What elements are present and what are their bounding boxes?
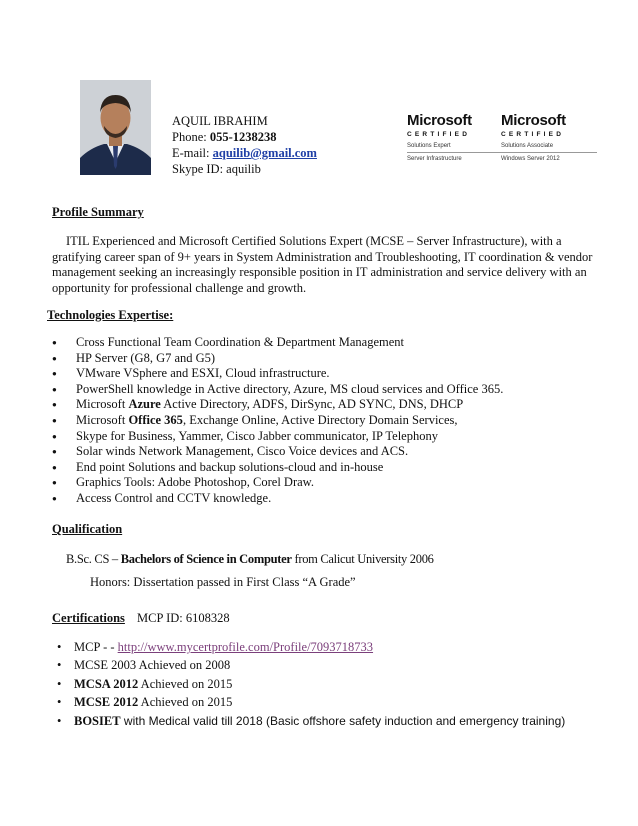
mcp-id: MCP ID: 6108328	[137, 611, 230, 625]
list-item: ● Solar winds Network Management, Cisco Voice devices and ACS.	[52, 444, 503, 460]
cert-track: Windows Server 2012	[501, 156, 560, 162]
list-item: ● Cross Functional Team Coordination & Department Management	[52, 335, 503, 351]
contact-block	[172, 113, 317, 177]
cert-level: Solutions Associate	[501, 142, 597, 153]
list-item: • MCSE 2003 Achieved on 2008	[57, 656, 565, 674]
email-label: E-mail:	[172, 146, 213, 160]
certifications-list	[57, 638, 565, 730]
list-item: ● Graphics Tools: Adobe Photoshop, Corel Draw.	[52, 475, 503, 491]
email-line	[172, 145, 317, 161]
list-item: ● End point Solutions and backup solutions-cloud and in-house	[52, 460, 503, 476]
cert-level: Solutions Expert	[407, 142, 503, 153]
ms-mcsa-logo	[501, 113, 597, 163]
microsoft-wordmark: Microsoft	[501, 112, 566, 129]
technologies-heading: Technologies Expertise:	[47, 308, 174, 322]
profile-summary-text: ITIL Experienced and Microsoft Certified Solutions Expert (MCSE – Server Infrastructure), with a gratifying career span of 9+ years in System Administration and Troubleshooting, IT coordination & vendor management seeking an increasingly responsible position in IT administration and service delivery with an opportunity for professional challenge and growth.	[52, 234, 593, 295]
person-portrait-image	[80, 80, 151, 175]
qualification-heading: Qualification	[52, 522, 123, 536]
technologies-list	[52, 335, 503, 507]
certified-text: CERTIFIED	[407, 131, 471, 138]
list-item: ● VMware VSphere and ESXI, Cloud infrastructure.	[52, 366, 503, 382]
honors-line: Honors: Dissertation passed in First Class “A Grade”	[90, 575, 356, 589]
list-item: • MCSA 2012 Achieved on 2015	[57, 675, 565, 693]
ms-mcse-logo	[407, 113, 503, 163]
microsoft-wordmark: Microsoft	[407, 112, 472, 129]
cert-track: Server Infrastructure	[407, 156, 462, 162]
list-item: • MCP - - http://www.mycertprofile.com/Profile/7093718733	[57, 638, 565, 656]
list-item: • BOSIET with Medical valid till 2018 (Basic offshore safety induction and emergency training)	[57, 712, 565, 730]
list-item: ● Microsoft Azure Active Directory, ADFS, DirSync, AD SYNC, DNS, DHCP	[52, 397, 503, 413]
email-link[interactable]: aquilib@gmail.com	[212, 146, 317, 160]
certifications-heading: Certifications	[52, 611, 125, 625]
degree-line: B.Sc. CS – Bachelors of Science in Computer from Calicut University 2006	[66, 552, 434, 566]
list-item: ● Skype for Business, Yammer, Cisco Jabber communicator, IP Telephony	[52, 429, 503, 445]
profile-summary-heading: Profile Summary	[52, 205, 144, 219]
profile-photo	[80, 80, 151, 175]
mcp-profile-link[interactable]: http://www.mycertprofile.com/Profile/7093718733	[117, 640, 374, 654]
phone-label: Phone:	[172, 130, 210, 144]
certified-text: CERTIFIED	[501, 131, 565, 138]
list-item: ● Microsoft Office 365, Exchange Online, Active Directory Domain Services,	[52, 413, 503, 429]
applicant-name: AQUIL IBRAHIM	[172, 114, 268, 128]
certifications-header	[52, 611, 230, 626]
phone-line	[172, 129, 317, 145]
list-item: ● PowerShell knowledge in Active directory, Azure, MS cloud services and Office 365.	[52, 382, 503, 398]
skype-id: Skype ID: aquilib	[172, 162, 261, 176]
list-item: ● Access Control and CCTV knowledge.	[52, 491, 503, 507]
phone-number: 055-1238238	[209, 130, 277, 144]
list-item: • MCSE 2012 Achieved on 2015	[57, 693, 565, 711]
list-item: ● HP Server (G8, G7 and G5)	[52, 351, 503, 367]
